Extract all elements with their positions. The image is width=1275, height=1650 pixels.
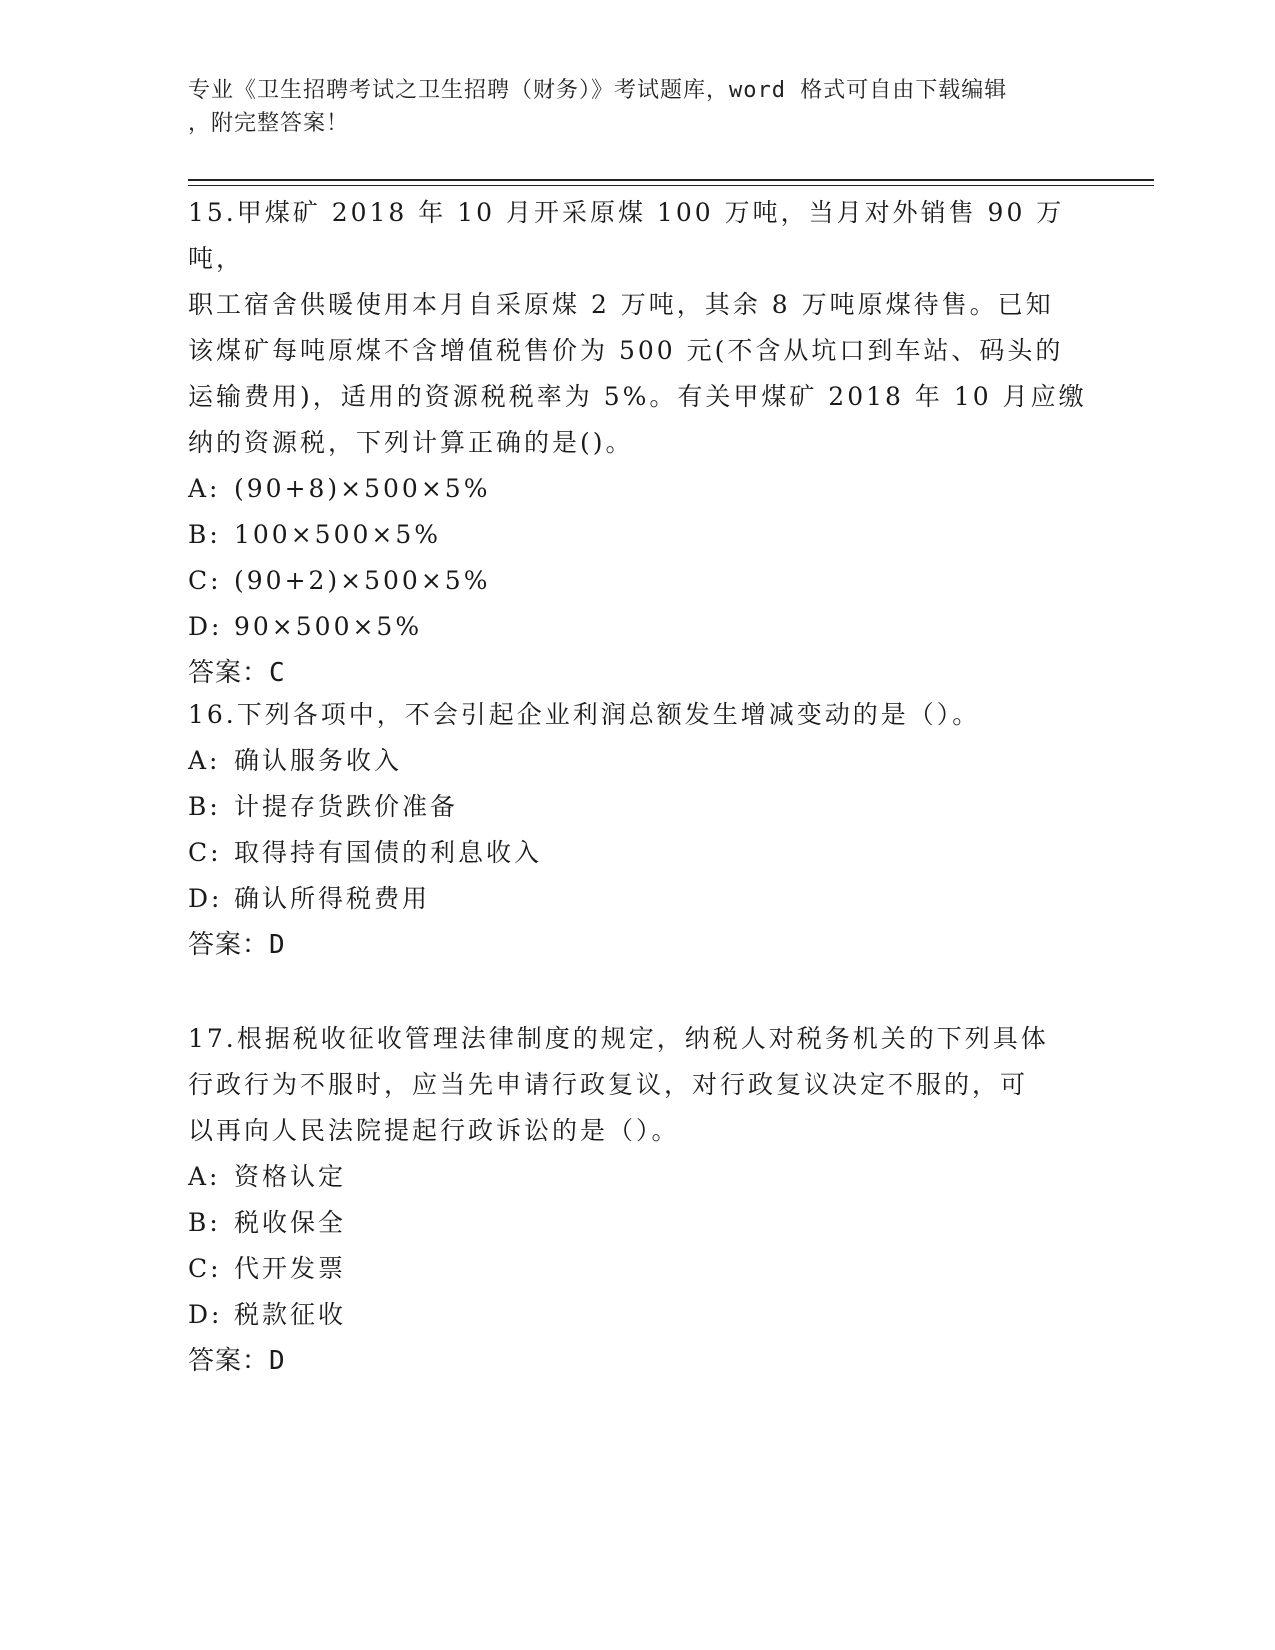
header-line-2: ，附完整答案！ (188, 111, 350, 136)
header-divider-thick (188, 179, 1154, 181)
option-letter: A: (188, 474, 221, 503)
option-b (188, 512, 1088, 558)
question-stem-line: 职工宿舍供暖使用本月自采原煤 2 万吨，其余 8 万吨原煤待售。已知 (188, 290, 1054, 319)
option-text: 代开发票 (234, 1254, 347, 1283)
option-b (188, 1200, 1088, 1246)
answer-line (188, 650, 1088, 696)
question-stem-line: 运输费用)，适用的资源税税率为 5%。有关甲煤矿 2018 年 10 月应缴 (188, 382, 1087, 411)
answer-line (188, 922, 1088, 968)
option-d (188, 604, 1088, 650)
option-letter: A: (188, 1162, 221, 1191)
option-text: 取得持有国债的利息收入 (234, 838, 543, 867)
question-stem-line: 15.甲煤矿 2018 年 10 月开采原煤 100 万吨，当月对外销售 90 万吨， (188, 198, 1065, 273)
option-d (188, 876, 1088, 922)
option-a (188, 466, 1088, 512)
header-line-1: 专业《卫生招聘考试之卫生招聘（财务）》考试题库，word 格式可自由下载编辑 (188, 78, 1008, 103)
option-text: 税收保全 (234, 1208, 347, 1237)
answer-line (188, 1338, 1088, 1384)
option-letter: B: (188, 520, 221, 549)
option-letter: A: (188, 746, 221, 775)
option-d (188, 1292, 1088, 1338)
answer-label: 答案： (188, 1346, 270, 1376)
option-a (188, 738, 1088, 784)
question-17 (188, 1016, 1088, 1384)
answer-value: D (269, 930, 286, 960)
question-16 (188, 692, 1088, 968)
question-stem-line: 16.下列各项中，不会引起企业利润总额发生增减变动的是（）。 (188, 700, 981, 729)
question-stem-line: 行政行为不服时，应当先申请行政复议，对行政复议决定不服的，可 (188, 1070, 1029, 1099)
answer-label: 答案： (188, 658, 270, 688)
question-stem-line: 以再向人民法院提起行政诉讼的是（）。 (188, 1116, 680, 1145)
answer-label: 答案： (188, 930, 270, 960)
document-header (188, 74, 1088, 140)
option-text: 确认服务收入 (234, 746, 403, 775)
option-letter: B: (188, 1208, 221, 1237)
option-letter: D: (188, 884, 223, 913)
option-b (188, 784, 1088, 830)
question-stem-line: 纳的资源税，下列计算正确的是()。 (188, 428, 634, 457)
option-letter: B: (188, 792, 221, 821)
option-text: (90+8)×500×5% (234, 474, 491, 503)
option-c (188, 558, 1088, 604)
answer-value: D (269, 1346, 286, 1376)
question-stem-line: 17.根据税收征收管理法律制度的规定，纳税人对税务机关的下列具体 (188, 1024, 1049, 1053)
option-letter: C: (188, 838, 222, 867)
option-letter: D: (188, 612, 223, 641)
question-stem-line: 该煤矿每吨原煤不含增值税售价为 500 元(不含从坑口到车站、码头的 (188, 336, 1064, 365)
option-letter: C: (188, 566, 222, 595)
answer-value: C (269, 658, 286, 688)
option-c (188, 1246, 1088, 1292)
option-text: 100×500×5% (234, 520, 441, 549)
option-text: 税款征收 (234, 1300, 347, 1329)
option-c (188, 830, 1088, 876)
option-a (188, 1154, 1088, 1200)
question-15 (188, 190, 1088, 696)
header-divider-thin (188, 185, 1154, 186)
option-letter: C: (188, 1254, 222, 1283)
option-text: 资格认定 (234, 1162, 347, 1191)
option-text: 计提存货跌价准备 (234, 792, 459, 821)
option-letter: D: (188, 1300, 223, 1329)
option-text: 90×500×5% (234, 612, 423, 641)
option-text: 确认所得税费用 (234, 884, 431, 913)
option-text: (90+2)×500×5% (234, 566, 491, 595)
